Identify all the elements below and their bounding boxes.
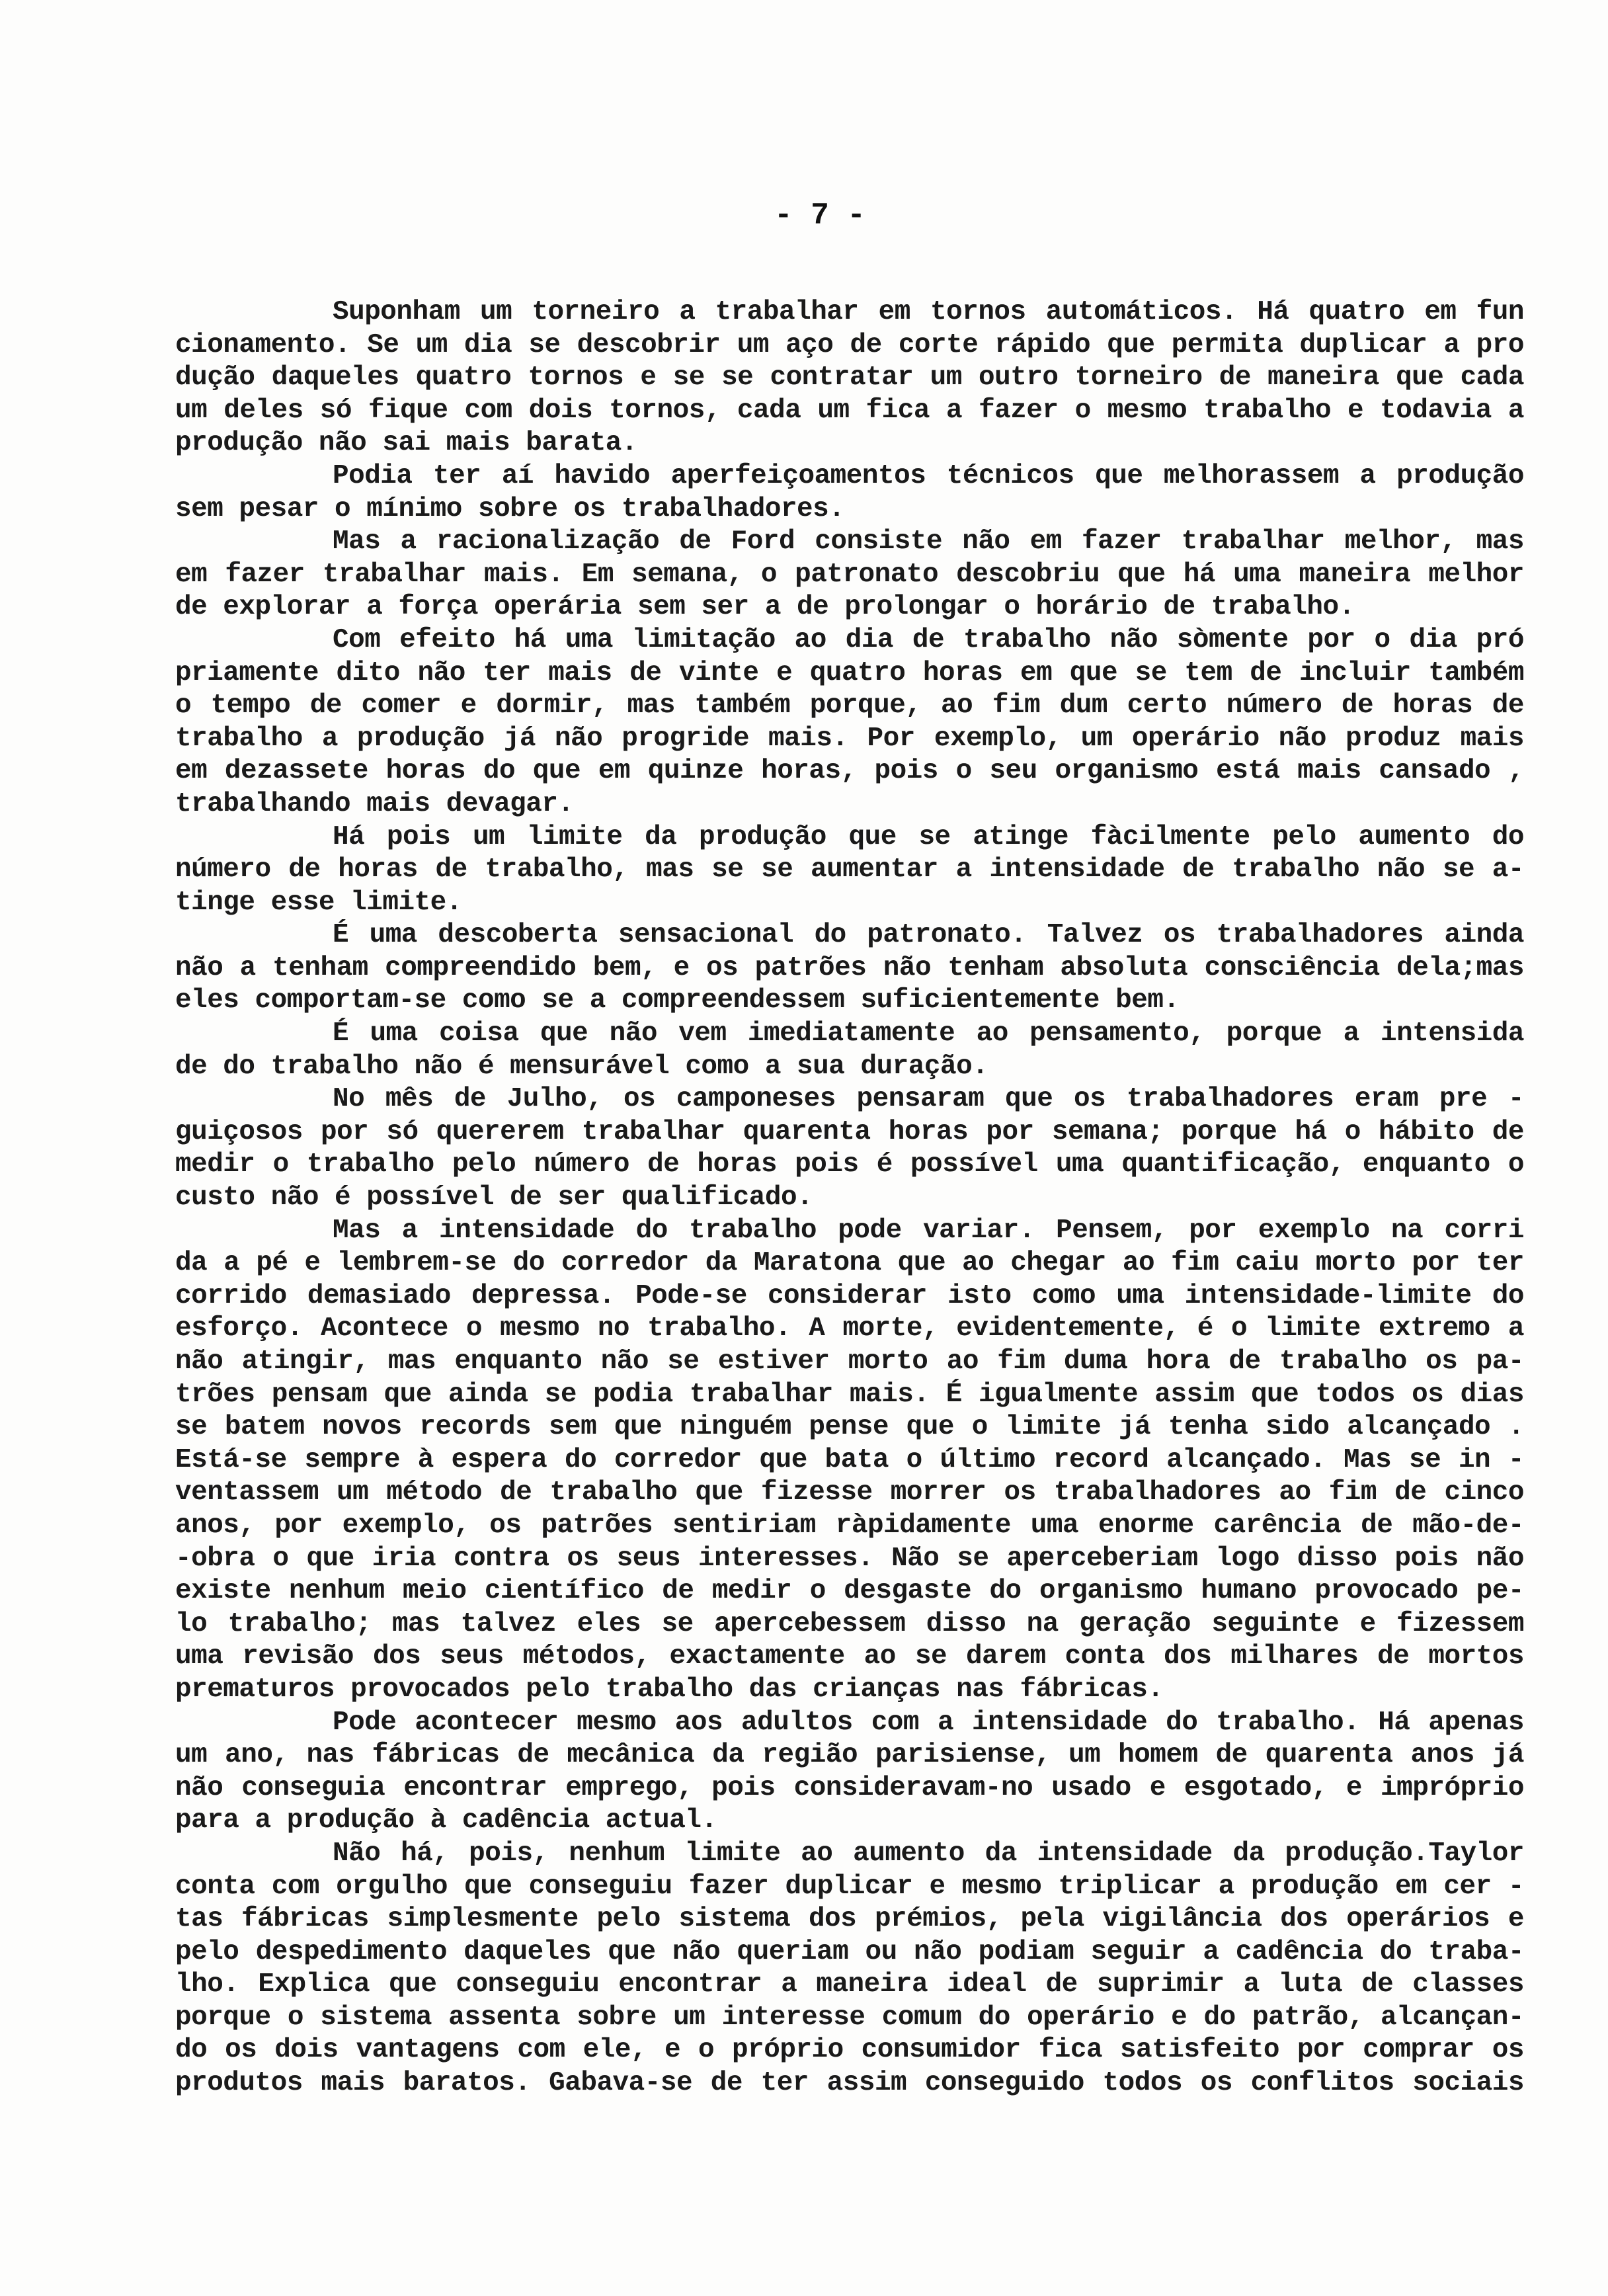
text-line: dução daqueles quatro tornos e se se contratar um outro torneiro de maneira que cada xyxy=(175,362,1524,393)
text-line: lo trabalho; mas talvez eles se apercebessem disso na geração seguinte e fizessem xyxy=(175,1608,1524,1639)
paragraph xyxy=(175,296,1524,460)
text-line: para a produção à cadência actual. xyxy=(175,1805,717,1836)
text-line: um ano, nas fábricas de mecânica da região parisiense, um homem de quarenta anos já xyxy=(175,1740,1524,1771)
text-line: produção não sai mais barata. xyxy=(175,428,638,459)
text-line: -obra o que iria contra os seus interesses. Não se aperceberiam logo disso pois não xyxy=(175,1543,1524,1574)
text-line: É uma descoberta sensacional do patronato. Talvez os trabalhadores ainda xyxy=(333,920,1524,951)
text-line: medir o trabalho pelo número de horas pois é possível uma quantificação, enquanto o xyxy=(175,1149,1524,1180)
paragraph xyxy=(175,1018,1524,1083)
text-line: porque o sistema assenta sobre um interesse comum do operário e do patrão, alcançan- xyxy=(175,2002,1524,2033)
text-line: existe nenhum meio científico de medir o desgaste do organismo humano provocado pe- xyxy=(175,1576,1524,1607)
text-line: do os dois vantagens com ele, e o próprio consumidor fica satisfeito por comprar os xyxy=(175,2035,1524,2066)
text-line: priamente dito não ter mais de vinte e quatro horas em que se tem de incluir também xyxy=(175,657,1524,688)
text-line: prematuros provocados pelo trabalho das crianças nas fábricas. xyxy=(175,1674,1164,1705)
text-line: anos, por exemplo, os patrões sentiriam ràpidamente uma enorme carência de mão-de- xyxy=(175,1510,1524,1541)
text-line: É uma coisa que não vem imediatamente ao pensamento, porque a intensida xyxy=(333,1018,1524,1049)
text-line: Mas a racionalização de Ford consiste não em fazer trabalhar melhor, mas xyxy=(333,526,1524,557)
text-line: em fazer trabalhar mais. Em semana, o patronato descobriu que há uma maneira melhor xyxy=(175,559,1524,590)
text-line: esforço. Acontece o mesmo no trabalho. A morte, evidentemente, é o limite extremo a xyxy=(175,1313,1524,1344)
text-line: tas fábricas simplesmente pelo sistema dos prémios, pela vigilância dos operários e xyxy=(175,1904,1524,1935)
paragraph xyxy=(175,624,1524,821)
text-line: número de horas de trabalho, mas se se aumentar a intensidade de trabalho não se a- xyxy=(175,854,1524,885)
text-line: não conseguia encontrar emprego, pois consideravam-no usado e esgotado, e impróprio xyxy=(175,1772,1524,1803)
text-line: lho. Explica que conseguiu encontrar a maneira ideal de suprimir a luta de classes xyxy=(175,1969,1524,2000)
text-line: Não há, pois, nenhum limite ao aumento da intensidade da produção.Taylor xyxy=(333,1838,1524,1869)
text-line: da a pé e lembrem-se do corredor da Maratona que ao chegar ao fim caiu morto por ter xyxy=(175,1248,1524,1279)
document-body xyxy=(175,296,1524,2100)
text-line: de explorar a força operária sem ser a de prolongar o horário de trabalho. xyxy=(175,592,1355,623)
text-line: cionamento. Se um dia se descobrir um aço de corte rápido que permita duplicar a pro xyxy=(175,329,1524,360)
text-line: Pode acontecer mesmo aos adultos com a intensidade do trabalho. Há apenas xyxy=(333,1707,1524,1738)
paragraph xyxy=(175,1838,1524,2100)
text-line: Mas a intensidade do trabalho pode variar. Pensem, por exemplo na corri xyxy=(333,1215,1524,1246)
text-line: Está-se sempre à espera do corredor que bata o último record alcançado. Mas se in - xyxy=(175,1444,1524,1475)
text-line: Suponham um torneiro a trabalhar em tornos automáticos. Há quatro em fun xyxy=(333,297,1524,327)
text-line: Há pois um limite da produção que se atinge fàcilmente pelo aumento do xyxy=(333,821,1524,852)
text-line: Podia ter aí havido aperfeiçoamentos técnicos que melhorassem a produção xyxy=(333,460,1524,491)
text-line: pelo despedimento daqueles que não queriam ou não podiam seguir a cadência do traba- xyxy=(175,1936,1524,1967)
paragraph xyxy=(175,919,1524,1018)
text-line: corrido demasiado depressa. Pode-se considerar isto como uma intensidade-limite do xyxy=(175,1280,1524,1311)
paragraph xyxy=(175,460,1524,526)
text-line: tinge esse limite. xyxy=(175,887,462,918)
text-line: eles comportam-se como se a compreendessem suficientemente bem. xyxy=(175,985,1180,1016)
text-line: uma revisão dos seus métodos, exactamente ao se darem conta dos milhares de mortos xyxy=(175,1641,1524,1672)
text-line: não atingir, mas enquanto não se estiver morto ao fim duma hora de trabalho os pa- xyxy=(175,1346,1524,1377)
text-line: sem pesar o mínimo sobre os trabalhadores. xyxy=(175,493,845,524)
text-line: No mês de Julho, os camponeses pensaram que os trabalhadores eram pre - xyxy=(333,1084,1524,1115)
text-line: Com efeito há uma limitação ao dia de trabalho não sòmente por o dia pró xyxy=(333,624,1524,655)
text-line: de do trabalho não é mensurável como a sua duração. xyxy=(175,1051,988,1082)
text-line: um deles só fique com dois tornos, cada um fica a fazer o mesmo trabalho e todavia a xyxy=(175,395,1524,426)
paragraph xyxy=(175,1707,1524,1838)
paragraph xyxy=(175,526,1524,624)
page-number: - 7 - xyxy=(774,198,866,233)
paragraph xyxy=(175,1215,1524,1707)
text-line: trabalhando mais devagar. xyxy=(175,788,574,819)
text-line: em dezassete horas do que em quinze horas, pois o seu organismo está mais cansado , xyxy=(175,756,1524,787)
paragraph xyxy=(175,821,1524,920)
text-line: conta com orgulho que conseguiu fazer duplicar e mesmo triplicar a produção em cer - xyxy=(175,1871,1524,1902)
text-line: ventassem um método de trabalho que fizesse morrer os trabalhadores ao fim de cinco xyxy=(175,1477,1524,1508)
text-line: guiçosos por só quererem trabalhar quarenta horas por semana; porque há o hábito de xyxy=(175,1116,1524,1147)
text-line: custo não é possível de ser qualificado. xyxy=(175,1182,813,1213)
text-line: trões pensam que ainda se podia trabalhar mais. É igualmente assim que todos os dias xyxy=(175,1379,1524,1410)
text-line: não a tenham compreendido bem, e os patrões não tenham absoluta consciência dela;mas xyxy=(175,952,1524,983)
text-line: produtos mais baratos. Gabava-se de ter assim conseguido todos os conflitos sociais xyxy=(175,2068,1524,2099)
text-line: se batem novos records sem que ninguém pense que o limite já tenha sido alcançado . xyxy=(175,1412,1524,1443)
paragraph xyxy=(175,1083,1524,1214)
text-line: o tempo de comer e dormir, mas também porque, ao fim dum certo número de horas de xyxy=(175,690,1524,721)
text-line: trabalho a produção já não progride mais. Por exemplo, um operário não produz mais xyxy=(175,723,1524,754)
